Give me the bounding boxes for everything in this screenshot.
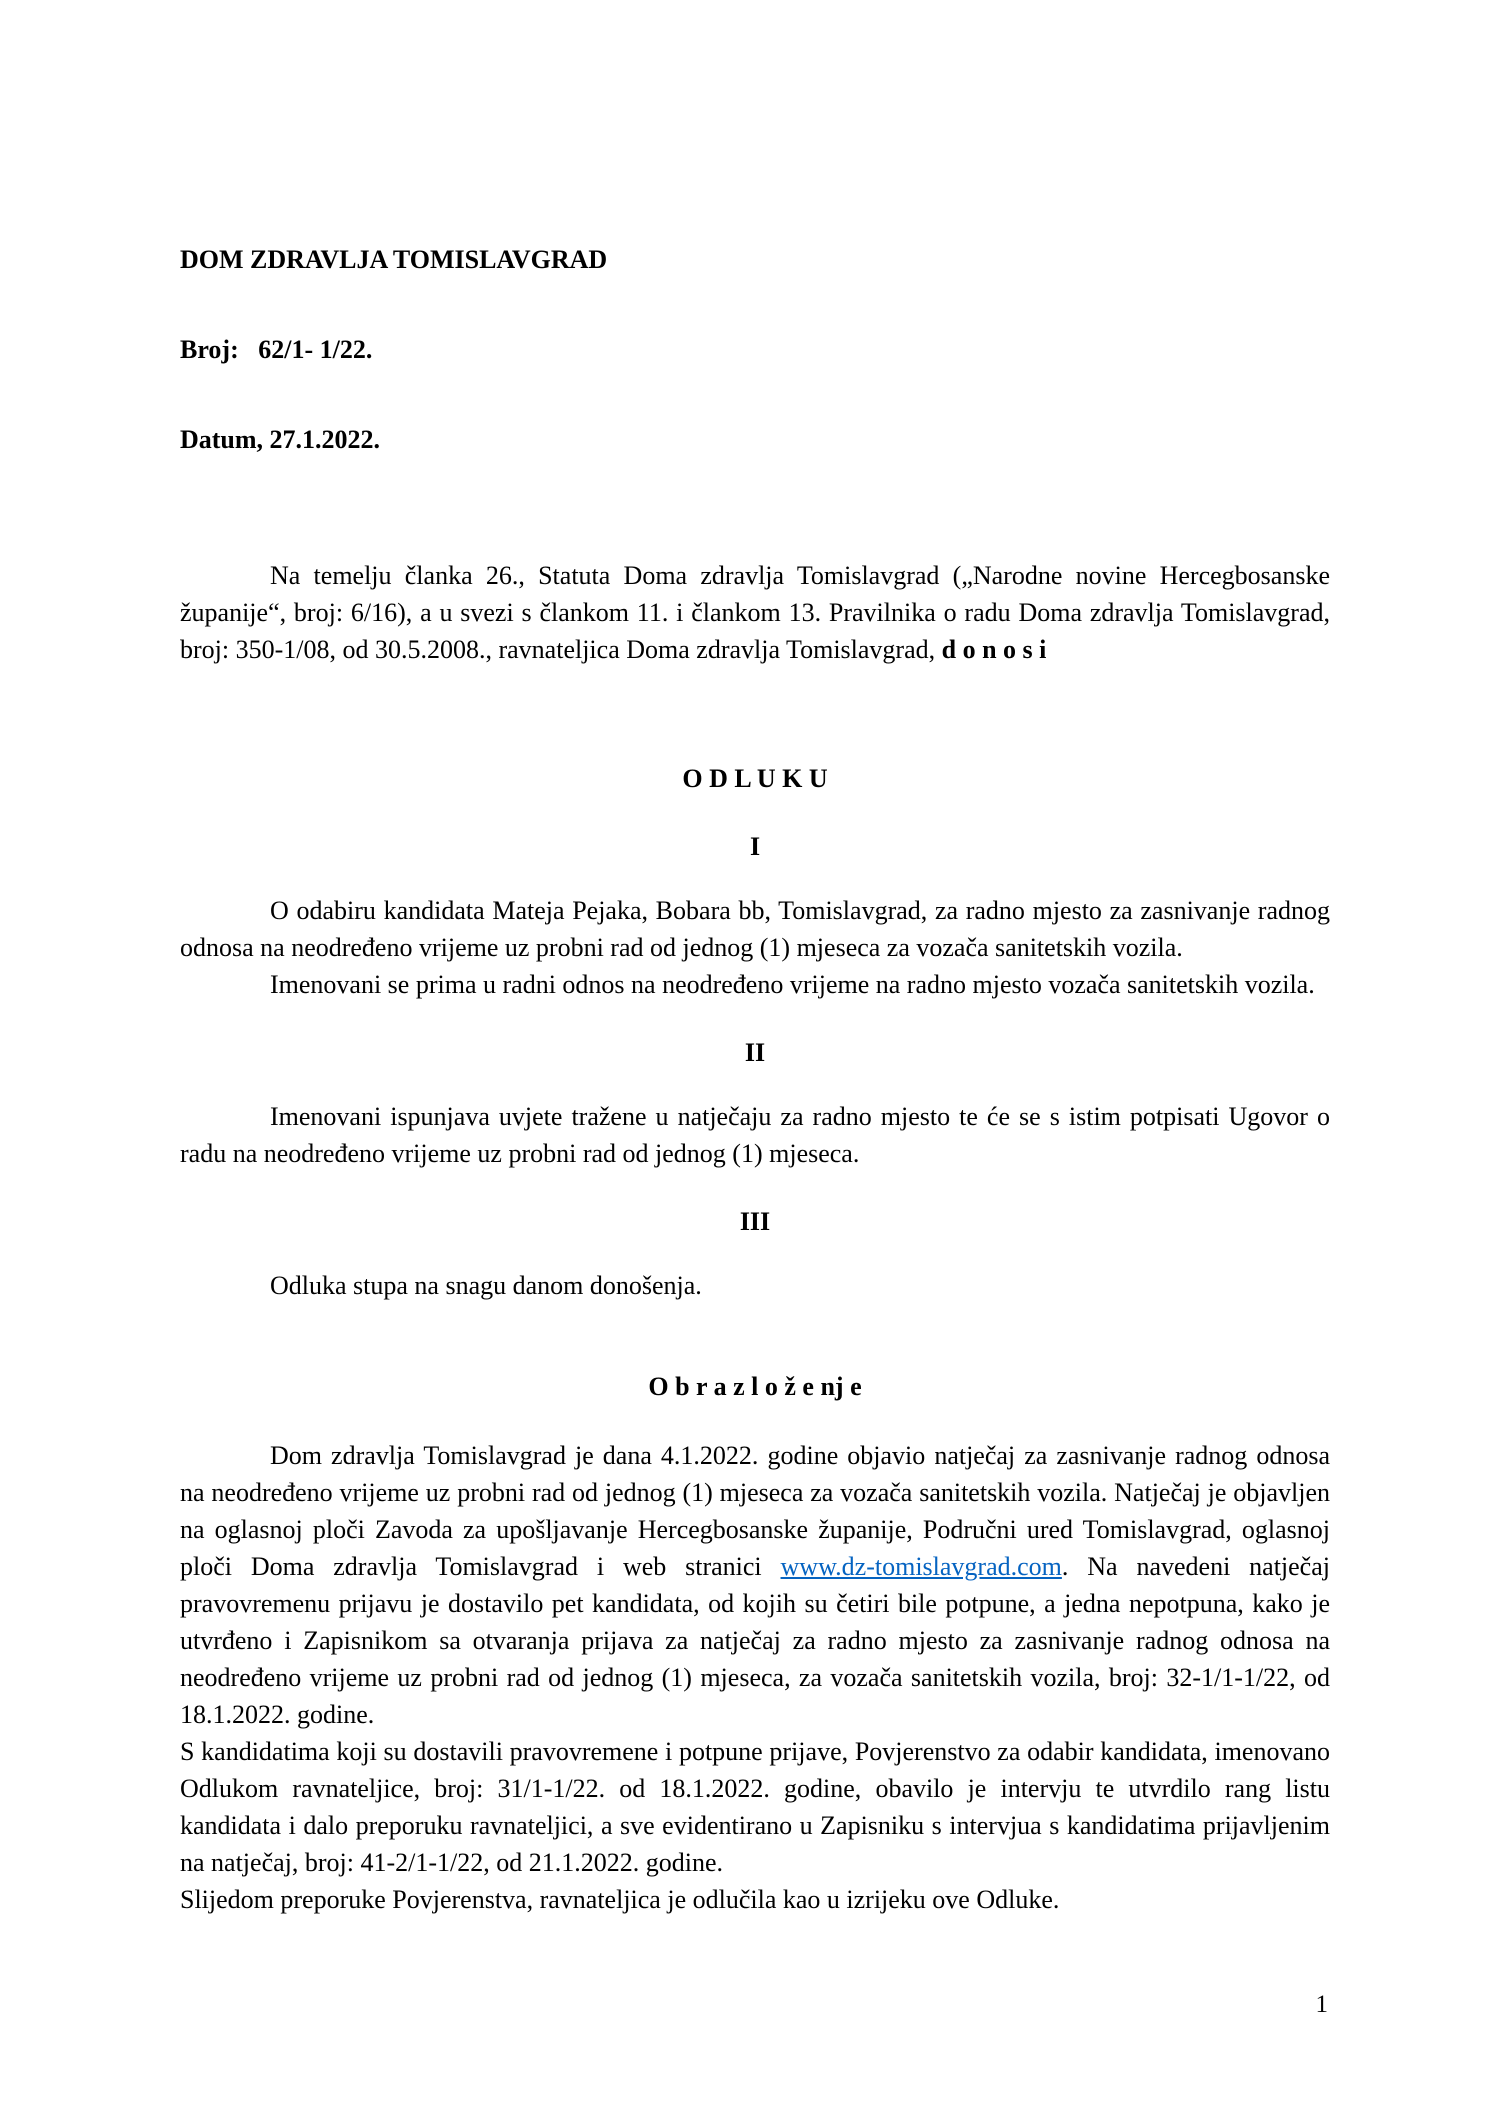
section-2-numeral: II (744, 1038, 766, 1067)
rationale-title: O b r a z l o ž e nj e (648, 1372, 862, 1401)
doc-number-line: Broj: 62/1- 1/22. (180, 335, 373, 364)
document-header (180, 185, 1330, 515)
section-2-paragraph-1: Imenovani ispunjava uvjete tražene u natječaju za radno mjesto te će se s istim potpisati Ugovor o radu na neodređeno vrijeme uz probni rad od jednog (1) mjeseca. (180, 1102, 1330, 1168)
decision-section-3 (180, 1203, 1330, 1304)
section-1-paragraph-2: Imenovani se prima u radni odnos na neodređeno vrijeme na radno mjesto vozača sanitetskih vozila. (270, 970, 1315, 999)
section-3-paragraph-1: Odluka stupa na snagu danom donošenja. (270, 1271, 702, 1300)
section-3-numeral: III (739, 1207, 771, 1236)
rationale-paragraph-1 (180, 1437, 1330, 1733)
rationale-p1-after-link: . Na navedeni natječaj pravovremenu prijavu je dostavilo pet kandidata, od kojih su četiri bile potpune, a jedna nepotpuna, kako je utvrđeno i Zapisnikom sa otvaranja prijava za natječaj za radno mjesto za zasnivanje radnog odnosa na neodređeno vrijeme uz probni rad od jednog (1) mjeseca, za vozača sanitetskih vozila, broj: 32-1/1-1/22, od 18.1.2022. godine. (180, 1552, 1330, 1729)
preamble-donosi: d o n o s i (941, 635, 1047, 664)
rationale-p1-before-link: Dom zdravlja Tomislavgrad je dana 4.1.2022. godine objavio natječaj za zasnivanje radnog odnosa na neodređeno vrijeme uz probni rad od jednog (1) mjeseca za vozača sanitetskih vozila. Natječaj je objavljen na oglasnoj ploči Zavoda za upošljavanje Hercegbosanske županije, Područni ured Tomislavgrad, oglasnoj ploči Doma zdravlja Tomislavgrad i web stranici (180, 1441, 1330, 1581)
section-1-paragraph-1: O odabiru kandidata Mateja Pejaka, Bobara bb, Tomislavgrad, za radno mjesto za zasnivanje radnog odnosa na neodređeno vrijeme uz probni rad od jednog (1) mjeseca za vozača sanitetskih vozila. (180, 896, 1330, 962)
section-1-numeral: I (749, 832, 761, 861)
preamble-text: Na temelju članka 26., Statuta Doma zdravlja Tomislavgrad („Narodne novine Hercegbosanske županije“, broj: 6/16), a u svezi s člankom 11. i člankom 13. Pravilnika o radu Doma zdravlja Tomislavgrad, broj: 350-1/08, od 30.5.2008., ravnateljica Doma zdravlja Tomislavgrad, (180, 561, 1330, 664)
page-number: 1 (1315, 1991, 1328, 2018)
doc-date-line: Datum, 27.1.2022. (180, 425, 381, 454)
org-name: DOM ZDRAVLJA TOMISLAVGRAD (180, 245, 608, 274)
website-link[interactable]: www.dz-tomislavgrad.com (780, 1552, 1062, 1581)
rationale-paragraph-3: Slijedom preporuke Povjerenstva, ravnateljica je odlučila kao u izrijeku ove Odluke. (180, 1885, 1060, 1914)
rationale-body (180, 1437, 1330, 1918)
decision-section-2 (180, 1034, 1330, 1172)
rationale-paragraph-2: S kandidatima koji su dostavili pravovremene i potpune prijave, Povjerenstvo za odabir kandidata, imenovano Odlukom ravnateljice, broj: 31/1-1/22. od 18.1.2022. godine, obavilo je intervju te utvrdilo rang listu kandidata i dalo preporuku ravnateljici, a sve evidentirano u Zapisniku s intervjua s kandidatima prijavljenim na natječaj, broj: 41-2/1-1/22, od 21.1.2022. godine. (180, 1737, 1330, 1877)
decision-title: O D L U K U (682, 764, 828, 793)
preamble-paragraph (180, 557, 1330, 668)
decision-section-1 (180, 828, 1330, 1003)
